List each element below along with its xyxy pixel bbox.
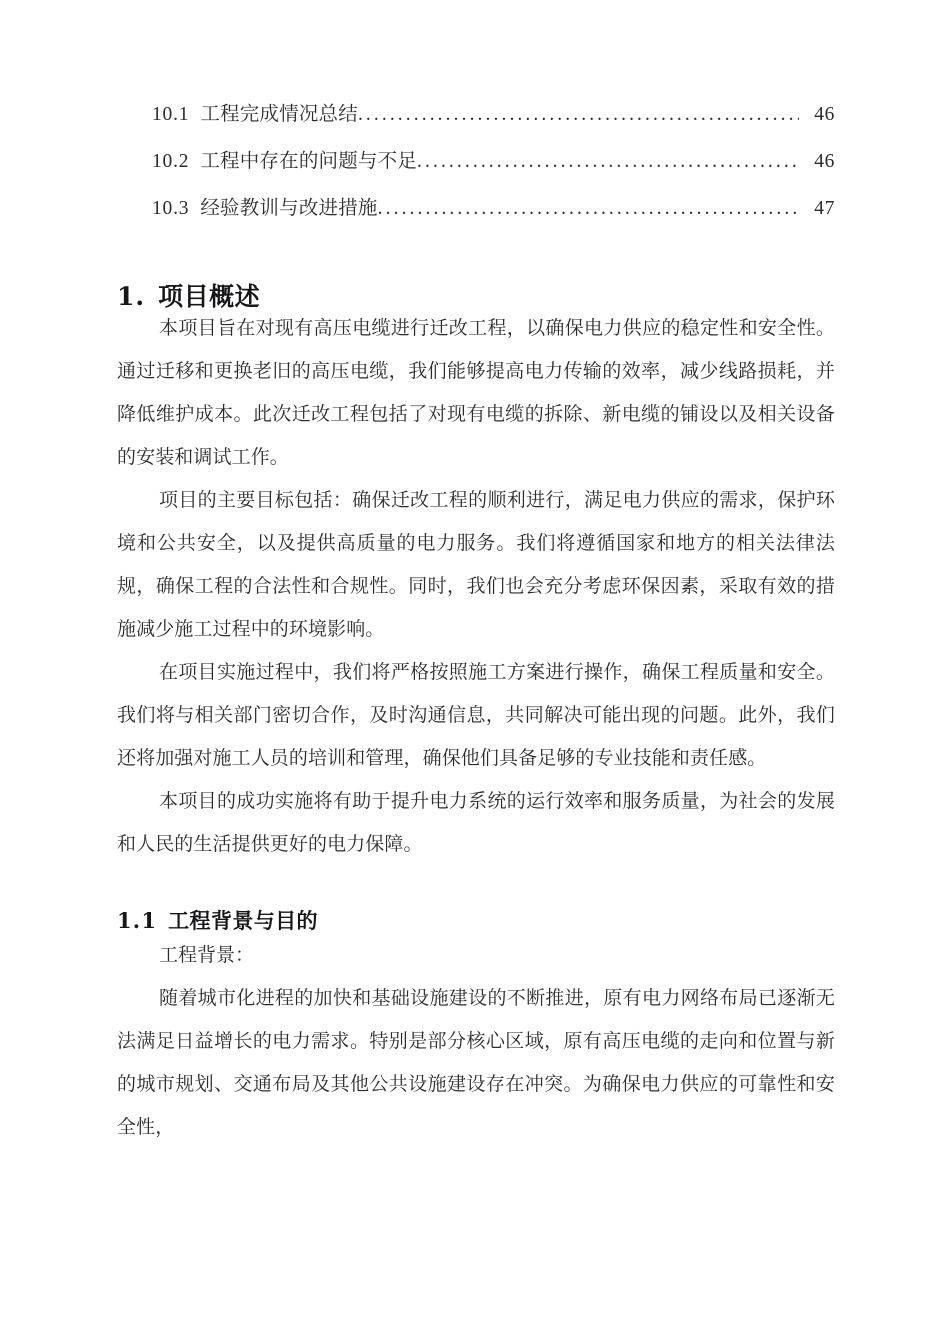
section-1-1-number: 1.1 bbox=[117, 908, 158, 933]
section-1-number: 1. bbox=[117, 282, 146, 311]
toc-entry-page: 46 bbox=[814, 104, 835, 125]
toc-entry[interactable] bbox=[117, 198, 835, 245]
toc-dot-leader bbox=[417, 152, 799, 172]
toc-entry-number: 10.1 bbox=[152, 104, 190, 125]
toc-entry-title: 工程完成情况总结 bbox=[200, 102, 358, 125]
section-1-1-paragraph: 随着城市化进程的加快和基础设施建设的不断推进，原有电力网络布局已逐渐无法满足日益增长的电力需求。特别是部分核心区域，原有高压电缆的走向和位置与新的城市规划、交通布局及其他公共设施建设存在冲突。为确保电力供应的可靠性和安全性， bbox=[117, 987, 835, 1138]
section-1-heading bbox=[117, 245, 835, 311]
toc-entry-number: 10.3 bbox=[152, 198, 190, 219]
section-1-paragraph: 项目的主要目标包括：确保迁改工程的顺利进行，满足电力供应的需求，保护环境和公共安全，以及提供高质量的电力服务。我们将遵循国家和地方的相关法律法规，确保工程的合法性和合规性。同时，我们也会充分考虑环保因素，采取有效的措施减少施工过程中的环境影响。 bbox=[117, 489, 835, 640]
section-1-1-heading bbox=[117, 866, 835, 934]
toc-list bbox=[117, 0, 835, 245]
section-1-title: 项目概述 bbox=[158, 282, 261, 311]
toc-entry-title: 经验教训与改进措施 bbox=[200, 196, 378, 219]
toc-dot-leader bbox=[378, 199, 799, 219]
toc-entry-page: 47 bbox=[814, 198, 835, 219]
toc-entry-number: 10.2 bbox=[152, 151, 190, 172]
toc-entry-page: 46 bbox=[814, 151, 835, 172]
background-label: 工程背景： bbox=[159, 944, 255, 966]
page-content bbox=[117, 0, 835, 1149]
section-1-1-title: 工程背景与目的 bbox=[168, 908, 318, 933]
toc-entry[interactable] bbox=[117, 151, 835, 198]
section-1-paragraph: 本项目的成功实施将有助于提升电力系统的运行效率和服务质量，为社会的发展和人民的生活提供更好的电力保障。 bbox=[117, 790, 835, 855]
toc-entry-title: 工程中存在的问题与不足 bbox=[200, 149, 418, 172]
section-1-paragraph: 本项目旨在对现有高压电缆进行迁改工程，以确保电力供应的稳定性和安全性。通过迁移和更换老旧的高压电缆，我们能够提高电力传输的效率，减少线路损耗，并降低维护成本。此次迁改工程包括了对现有电缆的拆除、新电缆的铺设以及相关设备的安装和调试工作。 bbox=[117, 317, 835, 468]
toc-entry[interactable] bbox=[117, 104, 835, 151]
section-1-paragraph: 在项目实施过程中，我们将严格按照施工方案进行操作，确保工程质量和安全。我们将与相关部门密切合作，及时沟通信息，共同解决可能出现的问题。此外，我们还将加强对施工人员的培训和管理，确保他们具备足够的专业技能和责任感。 bbox=[117, 661, 835, 769]
toc-dot-leader bbox=[358, 105, 799, 125]
